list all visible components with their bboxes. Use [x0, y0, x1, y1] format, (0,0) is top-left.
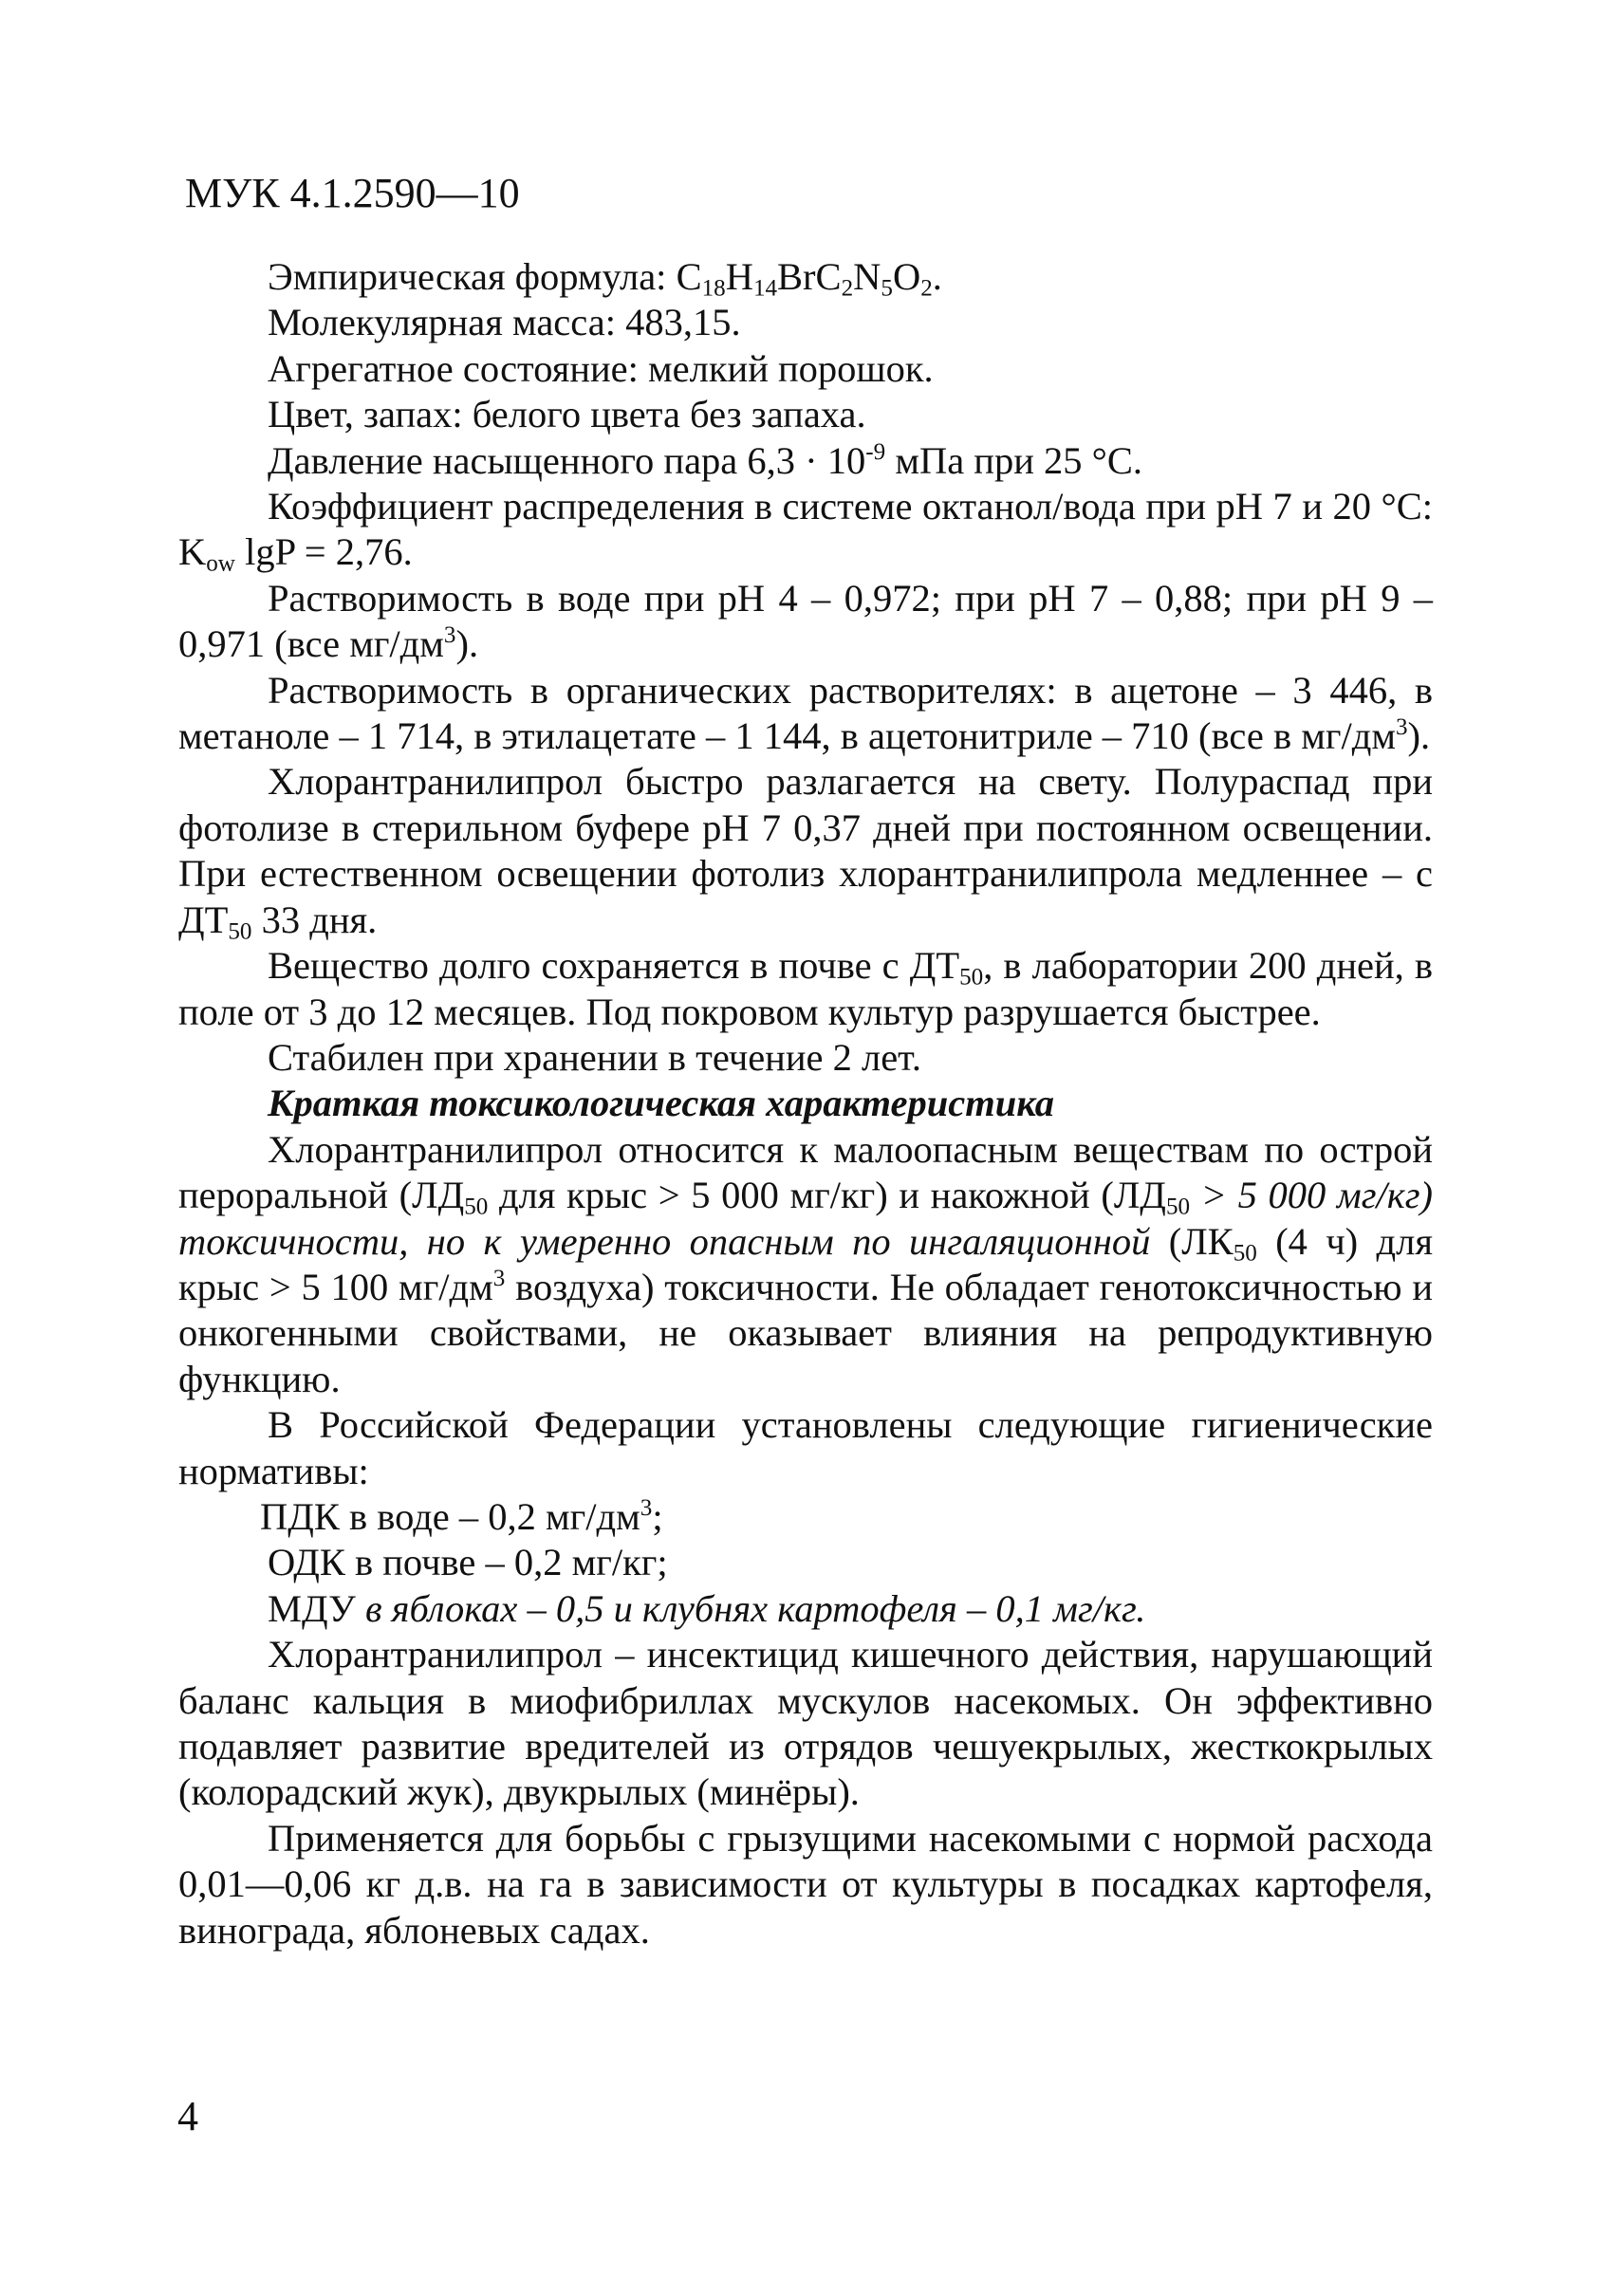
toxicology-heading: Краткая токсикологическая характеристика	[268, 1082, 1055, 1125]
photolysis-paragraph: Хлорантранилипрол быстро разлагается на свету. Полураспад при фотолизе в стерильном буфере pH 7 0,37 дней при постоянном освещении. При естественном освещении фотолиз хлорантранилипрола медленнее – с $ДТ_{50}$ 33 дня.	[178, 760, 1433, 944]
usage-paragraph: Применяется для борьбы с грызущими насекомыми с нормой расхода 0,01—0,06 кг д.в. на га в зависимости от культуры в посадках картофеля, винограда, яблоневых садах.	[178, 1816, 1433, 1952]
partition-coefficient: Коэффициент распределения в системе октанол/вода при pH 7 и 20 °С: $K_{ow}$ lgP = 2,76.	[178, 485, 1433, 577]
norm-pdk-water: ПДК в воде – 0,2 $мг/дм^3$;	[260, 1494, 663, 1538]
empirical-formula: Эмпирическая формула: $C_{18}H_{14}BrC_2N_5O_2$.	[268, 255, 942, 302]
norm-mdu: МДУ в яблоках – 0,5 и клубнях картофеля – 0,1 мг/кг.	[268, 1586, 1146, 1630]
aggregate-state: Агрегатное состояние: мелкий порошок.	[268, 346, 934, 390]
document-code-header: МУК 4.1.2590—10	[185, 170, 520, 216]
norm-odk-soil: ОДК в почве – 0,2 мг/кг;	[268, 1541, 668, 1584]
water-solubility: Растворимость в воде при pH 4 – 0,972; при pH 7 – 0,88; при pH 9 – 0,971 (все $мг/дм^3$).	[178, 576, 1433, 666]
soil-persistence-paragraph: Вещество долго сохраняется в почве с $ДТ_{50}$, в лаборатории 200 дней, в поле от 3 до 12 месяцев. Под покровом культур разрушается быстрее.	[178, 944, 1433, 1033]
vapor-pressure: Давление насыщенного пара $6,3 \cdot 10^{-9}$ мПа при 25 °С.	[268, 438, 1142, 482]
norms-intro: В Российской Федерации установлены следующие гигиенические нормативы:	[178, 1403, 1433, 1492]
toxicology-paragraph: Хлорантранилипрол относится к малоопасным веществам по острой пероральной ($ЛД_{50}$ для крыс > 5 000 мг/кг) и накожной ($ЛД_{50} > 5$ 000 мг/кг) токсичности, но к умеренно опасным по ингаляционной ($ЛК_{50}$ (4 ч) для крыс > 5 100 $мг/дм^3$ воздуха) токсичности. Не обладает генотоксичностью и онкогенными свойствами, не оказывает влияния на репродуктивную функцию.	[178, 1127, 1434, 1400]
page-number: 4	[177, 2093, 198, 2139]
molecular-mass: Молекулярная масса: 483,15.	[268, 301, 741, 344]
storage-stability: Стабилен при хранении в течение 2 лет.	[268, 1035, 921, 1079]
organic-solubility: Растворимость в органических растворителях: в ацетоне – 3 446, в метаноле – 1 714, в этилацетате – 1 144, в ацетонитриле – 710 (все в $мг/дм^3$).	[178, 668, 1433, 758]
mode-of-action-paragraph: Хлорантранилипрол – инсектицид кишечного действия, нарушающий баланс кальция в миофибриллах мускулов насекомых. Он эффективно подавляет развитие вредителей из отрядов чешуекрылых, жесткокрылых (колорадский жук), двукрылых (минёры).	[178, 1633, 1433, 1814]
document-body	[178, 254, 1433, 1953]
color-smell: Цвет, запах: белого цвета без запаха.	[268, 393, 866, 436]
